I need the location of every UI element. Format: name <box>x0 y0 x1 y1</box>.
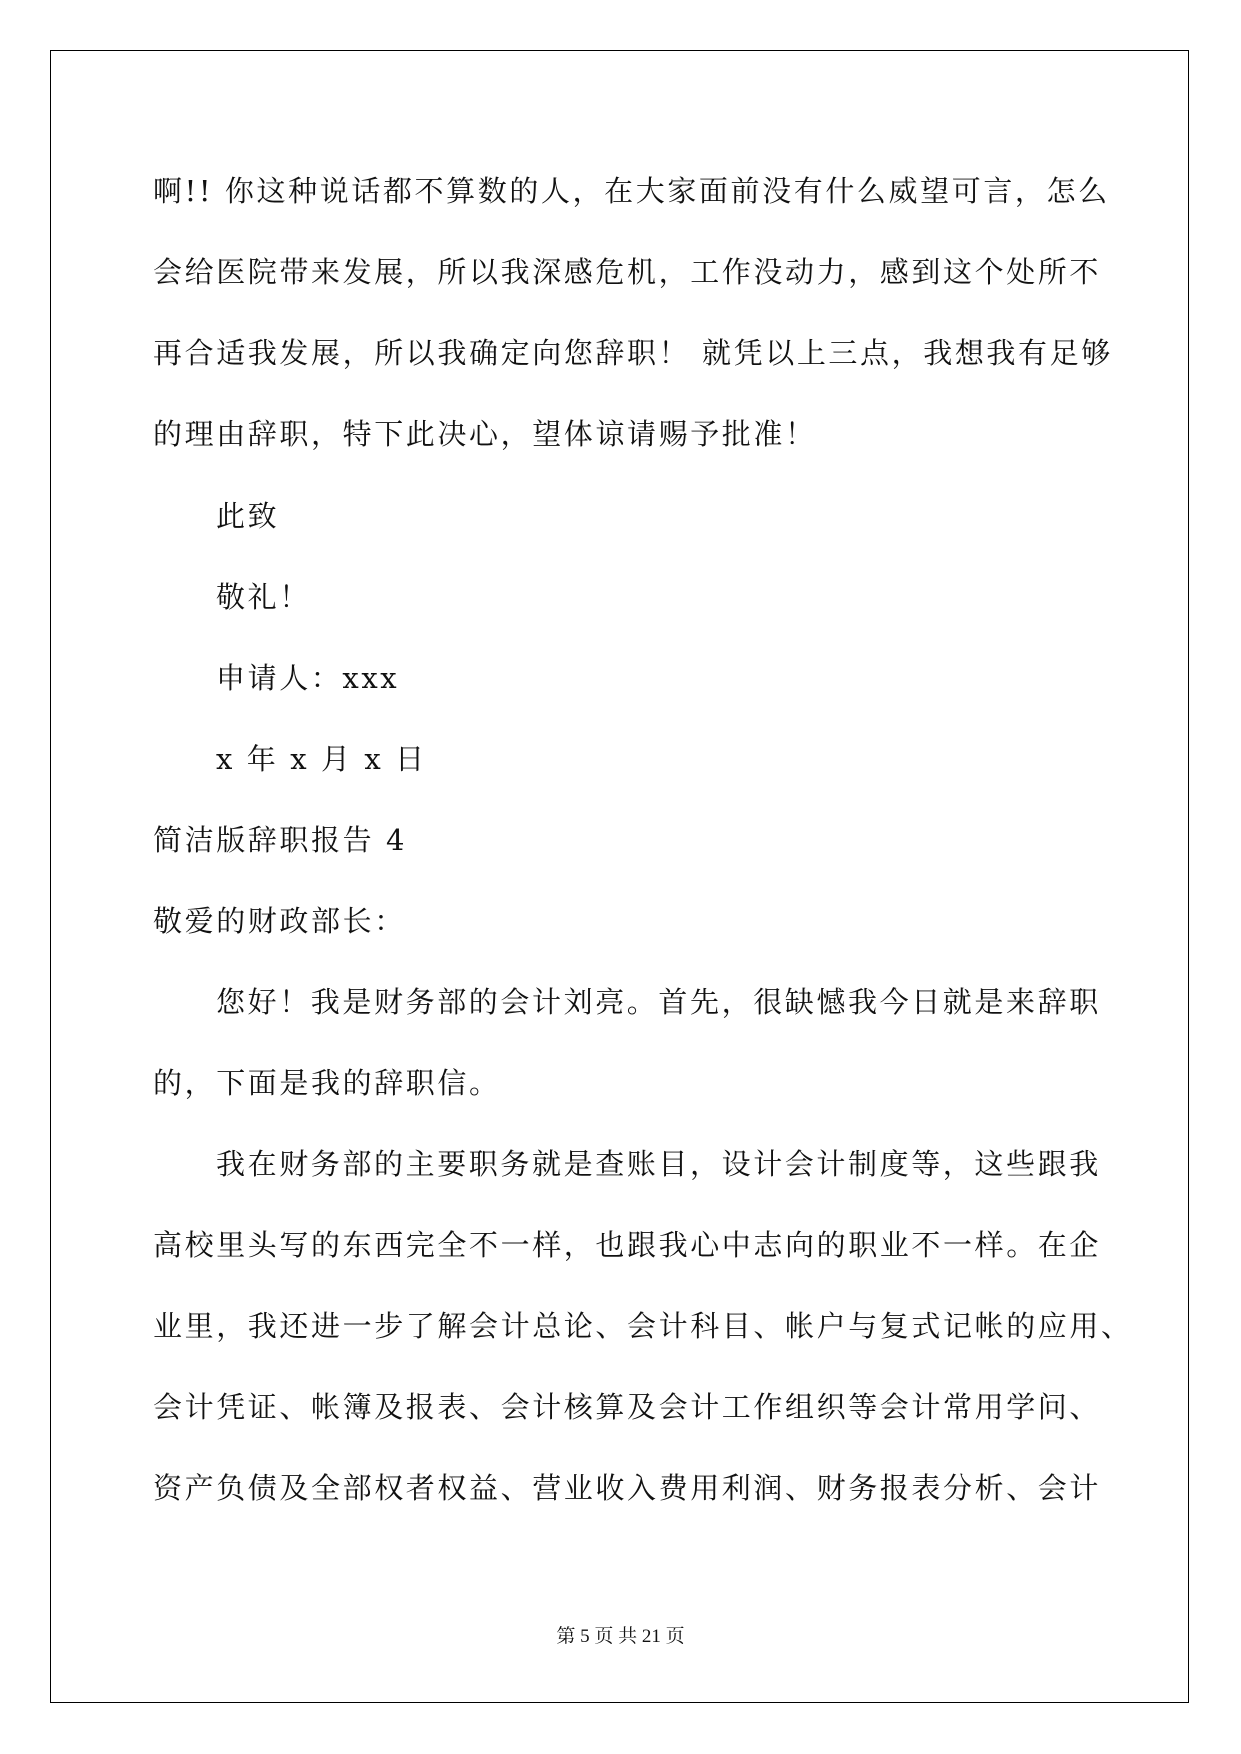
addressee: 敬爱的财政部长： <box>153 904 406 938</box>
page-border <box>50 50 1189 1703</box>
body-line-14: 高校里头写的东西完全不一样，也跟我心中志向的职业不一样。在企 <box>153 1228 1102 1262</box>
body-line-3: 再合适我发展，所以我确定向您辞职！ 就凭以上三点，我想我有足够 <box>153 336 1113 370</box>
body-line-12: 的，下面是我的辞职信。 <box>153 1066 501 1100</box>
body-line-4: 的理由辞职，特下此决心，望体谅请赐予批准！ <box>153 417 817 451</box>
closing-salutation: 此致 <box>216 499 280 533</box>
body-line-1: 啊!! 你这种说话都不算数的人，在大家面前没有什么威望可言，怎么 <box>153 174 1110 208</box>
body-line-13: 我在财务部的主要职务就是查账目，设计会计制度等，这些跟我 <box>216 1147 1101 1181</box>
page-number: 第 5 页 共 21 页 <box>556 1626 685 1647</box>
body-line-15: 业里，我还进一步了解会计总论、会计科目、帐户与复式记帐的应用、 <box>153 1309 1133 1343</box>
body-line-16: 会计凭证、帐簿及报表、会计核算及会计工作组织等会计常用学问、 <box>153 1390 1102 1424</box>
section-title: 简洁版辞职报告 4 <box>153 823 408 857</box>
signature-date: x 年 x 月 x 日 <box>216 742 427 776</box>
body-line-17: 资产负债及全部权者权益、营业收入费用利润、财务报表分析、会计 <box>153 1471 1102 1505</box>
body-line-2: 会给医院带来发展，所以我深感危机，工作没动力，感到这个处所不 <box>153 255 1102 289</box>
closing-respect: 敬礼！ <box>216 580 311 614</box>
body-line-11: 您好！我是财务部的会计刘亮。首先，很缺憾我今日就是来辞职 <box>216 985 1101 1019</box>
applicant-signature: 申请人：xxx <box>216 661 400 695</box>
